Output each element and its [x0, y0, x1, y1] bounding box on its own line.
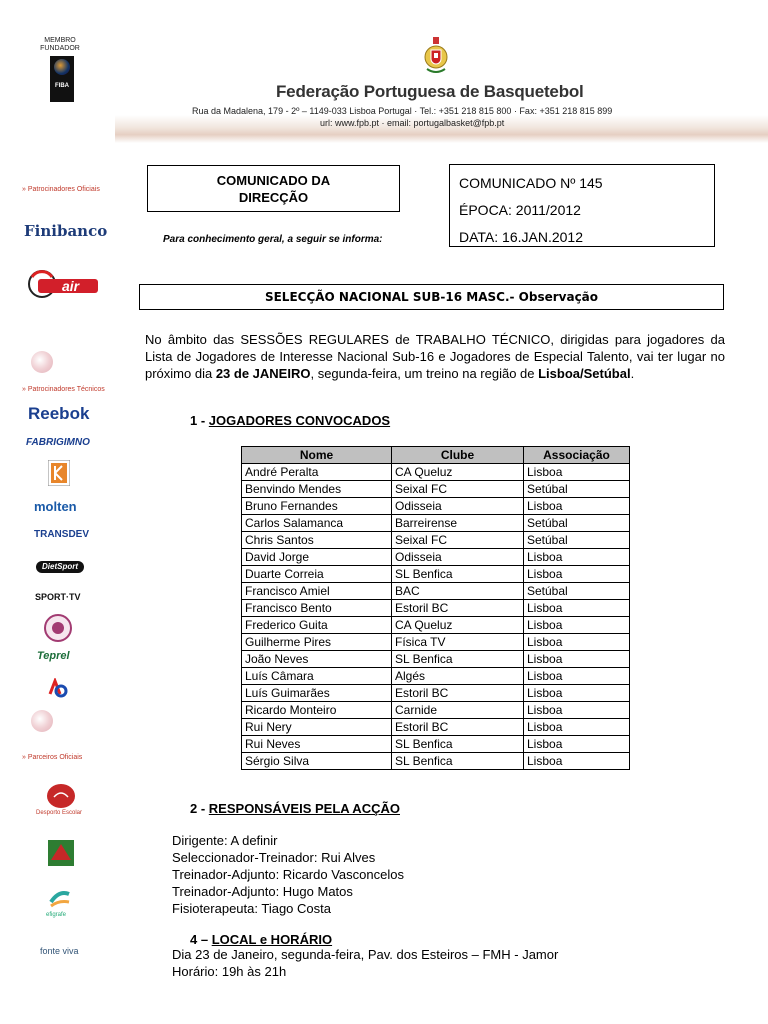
table-row: [242, 617, 630, 634]
comunicado-title-line2: DIRECÇÃO: [238, 190, 309, 205]
comunicado-title-box: [147, 165, 400, 212]
efigrafe-icon: [48, 888, 72, 910]
fonte-viva-logo: fonte viva: [40, 946, 79, 956]
sponsor-k-icon: [48, 460, 70, 486]
table-row: [242, 753, 630, 770]
player-name-cell: Francisco Amiel: [242, 583, 392, 600]
desporto-escolar-logo: Desporto Escolar: [36, 810, 83, 816]
molten-logo: molten: [34, 499, 77, 514]
table-header-row: [242, 447, 630, 464]
section1-number: 1 -: [190, 413, 209, 428]
players-table: [241, 446, 630, 770]
player-name-cell: André Peralta: [242, 464, 392, 481]
section4-number: 4 –: [190, 932, 212, 947]
table-row: [242, 498, 630, 515]
table-row: [242, 464, 630, 481]
player-name-cell: Luís Câmara: [242, 668, 392, 685]
player-association-cell: Lisboa: [524, 685, 630, 702]
intro-text: .: [630, 366, 635, 381]
table-row: [242, 668, 630, 685]
efigrafe-logo: efigrafe: [46, 912, 67, 918]
player-name-cell: Bruno Fernandes: [242, 498, 392, 515]
responsavel-line: Treinador-Adjunto: Hugo Matos: [172, 884, 353, 899]
responsavel-line: Treinador-Adjunto: Ricardo Vasconcelos: [172, 867, 404, 882]
table-row: [242, 566, 630, 583]
finibanco-logo: Finibanco: [24, 222, 108, 240]
fundador-line: FUNDADOR: [40, 45, 80, 52]
player-association-cell: Lisboa: [524, 600, 630, 617]
player-association-cell: Lisboa: [524, 719, 630, 736]
player-club-cell: CA Queluz: [392, 464, 524, 481]
sponsor-ab-icon: [48, 678, 68, 698]
table-row: [242, 515, 630, 532]
player-association-cell: Lisboa: [524, 753, 630, 770]
federation-crest-icon: [424, 37, 448, 75]
intro-text: , segunda-feira, um treino na região de: [310, 366, 539, 381]
player-name-cell: Ricardo Monteiro: [242, 702, 392, 719]
player-association-cell: Lisboa: [524, 651, 630, 668]
intro-paragraph: [145, 331, 725, 382]
document-title: SELECÇÃO NACIONAL SUB-16 MASC.- Observação: [139, 284, 724, 310]
decorative-circle: [31, 351, 53, 373]
player-club-cell: Estoril BC: [392, 600, 524, 617]
responsavel-line: Fisioterapeuta: Tiago Costa: [172, 901, 331, 916]
section1-heading: [190, 413, 390, 428]
basketball-emblem-icon: [42, 613, 74, 643]
intro-text: No âmbito das SESSÕES REGULARES de TRABALHO TÉCNICO, dirigidas para jogadores da Lista de Jogadores de Interesse Nacional Sub-16 e Jogadores de Especial Talento, vai ter lugar no próximo dia: [145, 332, 725, 381]
section2-number: 2 -: [190, 801, 209, 816]
table-row: [242, 583, 630, 600]
comunicado-number: COMUNICADO Nº 145: [459, 175, 603, 191]
local-horario-text: [172, 946, 558, 980]
section2-heading: [190, 801, 400, 816]
intro-date: 23 de JANEIRO: [215, 366, 311, 381]
section4-heading: [190, 932, 332, 947]
fiba-text: FIBA: [55, 83, 69, 89]
player-association-cell: Setúbal: [524, 515, 630, 532]
player-association-cell: Lisboa: [524, 634, 630, 651]
player-club-cell: Estoril BC: [392, 719, 524, 736]
comunicado-info-box: [449, 164, 715, 247]
player-association-cell: Setúbal: [524, 481, 630, 498]
player-name-cell: Carlos Salamanca: [242, 515, 392, 532]
responsavel-line: Dirigente: A definir: [172, 833, 278, 848]
table-row: [242, 634, 630, 651]
player-club-cell: Seixal FC: [392, 532, 524, 549]
membro-fundador-label: [30, 37, 90, 53]
table-row: [242, 532, 630, 549]
horario-line: Horário: 19h às 21h: [172, 964, 287, 979]
comunicado-date: DATA: 16.JAN.2012: [459, 229, 583, 245]
player-name-cell: Rui Nery: [242, 719, 392, 736]
player-club-cell: SL Benfica: [392, 736, 524, 753]
player-club-cell: SL Benfica: [392, 753, 524, 770]
column-header-nome: Nome: [242, 447, 392, 464]
section4-title: LOCAL e HORÁRIO: [211, 932, 333, 947]
player-club-cell: Barreirense: [392, 515, 524, 532]
player-name-cell: Benvindo Mendes: [242, 481, 392, 498]
player-club-cell: SL Benfica: [392, 651, 524, 668]
sporttv-logo: SPORT·TV: [35, 592, 81, 602]
player-name-cell: Frederico Guita: [242, 617, 392, 634]
player-name-cell: David Jorge: [242, 549, 392, 566]
section1-title: JOGADORES CONVOCADOS: [208, 413, 391, 428]
table-row: [242, 702, 630, 719]
dietsport-logo: DietSport: [36, 561, 84, 573]
section2-title: RESPONSÁVEIS PELA ACÇÃO: [208, 801, 400, 816]
player-club-cell: Física TV: [392, 634, 524, 651]
comunicado-title-line1: COMUNICADO DA: [216, 173, 331, 188]
intro-region: Lisboa/Setúbal: [538, 366, 631, 381]
player-association-cell: Lisboa: [524, 549, 630, 566]
table-row: [242, 719, 630, 736]
player-club-cell: Odisseia: [392, 549, 524, 566]
federation-url: url: www.fpb.pt · email: portugalbasket@fpb.pt: [320, 118, 505, 128]
player-name-cell: Luís Guimarães: [242, 685, 392, 702]
player-club-cell: Algés: [392, 668, 524, 685]
player-club-cell: Odisseia: [392, 498, 524, 515]
player-association-cell: Setúbal: [524, 532, 630, 549]
player-club-cell: SL Benfica: [392, 566, 524, 583]
player-association-cell: Lisboa: [524, 702, 630, 719]
player-club-cell: Carnide: [392, 702, 524, 719]
decorative-circle: [31, 710, 53, 732]
player-association-cell: Lisboa: [524, 736, 630, 753]
federation-name: Federação Portuguesa de Basquetebol: [276, 82, 584, 101]
player-club-cell: BAC: [392, 583, 524, 600]
player-club-cell: CA Queluz: [392, 617, 524, 634]
player-association-cell: Lisboa: [524, 464, 630, 481]
table-row: [242, 600, 630, 617]
fabrigimno-logo: FABRIGIMNO: [26, 437, 90, 448]
player-club-cell: Seixal FC: [392, 481, 524, 498]
fiba-ball-icon: [54, 59, 70, 75]
column-header-associacao: Associação: [524, 447, 630, 464]
responsaveis-list: [172, 832, 404, 917]
player-association-cell: Lisboa: [524, 668, 630, 685]
table-row: [242, 651, 630, 668]
sidebar-label-parceiros-oficiais: » Parceiros Oficiais: [22, 754, 83, 761]
player-association-cell: Lisboa: [524, 617, 630, 634]
player-club-cell: Estoril BC: [392, 685, 524, 702]
teprel-logo: Teprel: [37, 650, 70, 662]
player-name-cell: Sérgio Silva: [242, 753, 392, 770]
betsa-logo-icon: [48, 840, 74, 866]
sidebar-label-patrocinadores-tecnicos: » Patrocinadores Técnicos: [22, 386, 105, 393]
player-association-cell: Setúbal: [524, 583, 630, 600]
player-name-cell: Rui Neves: [242, 736, 392, 753]
table-row: [242, 549, 630, 566]
player-name-cell: Guilherme Pires: [242, 634, 392, 651]
player-name-cell: Duarte Correia: [242, 566, 392, 583]
air-logo-text: air: [62, 278, 80, 294]
player-name-cell: João Neves: [242, 651, 392, 668]
player-name-cell: Francisco Bento: [242, 600, 392, 617]
table-row: [242, 736, 630, 753]
comunicado-epoca: ÉPOCA: 2011/2012: [459, 202, 581, 218]
responsavel-line: Seleccionador-Treinador: Rui Alves: [172, 850, 376, 865]
reebok-logo: Reebok: [28, 404, 90, 423]
table-row: [242, 685, 630, 702]
player-association-cell: Lisboa: [524, 566, 630, 583]
membro-line: MEMBRO: [44, 37, 76, 44]
player-name-cell: Chris Santos: [242, 532, 392, 549]
player-association-cell: Lisboa: [524, 498, 630, 515]
desporto-escolar-icon: [46, 783, 76, 809]
local-line: Dia 23 de Janeiro, segunda-feira, Pav. dos Esteiros – FMH - Jamor: [172, 947, 559, 962]
federation-address: Rua da Madalena, 179 - 2º – 1149-033 Lisboa Portugal · Tel.: +351 218 815 800 · Fax: +351 218 815 899: [192, 106, 613, 116]
table-row: [242, 481, 630, 498]
para-conhecimento-text: Para conhecimento geral, a seguir se informa:: [163, 234, 383, 245]
sidebar-label-patrocinadores-oficiais: » Patrocinadores Oficiais: [22, 186, 100, 193]
column-header-clube: Clube: [392, 447, 524, 464]
transdev-logo: TRANSDEV: [34, 529, 90, 540]
air-logo: [28, 267, 100, 301]
